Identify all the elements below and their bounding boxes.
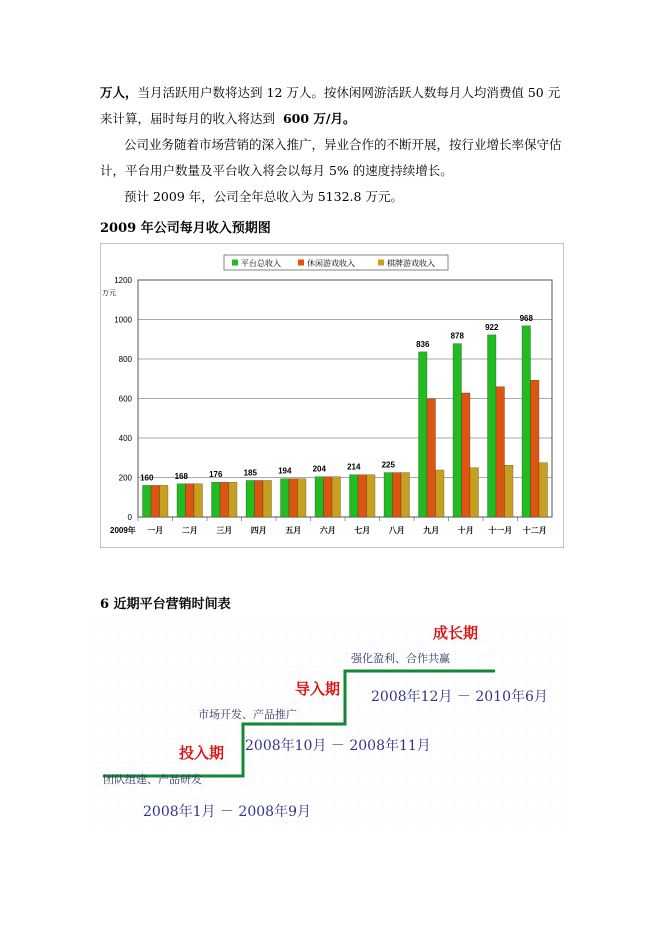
bar [332, 477, 341, 517]
bar [263, 480, 272, 517]
bar [212, 482, 221, 517]
data-label: 176 [209, 470, 223, 480]
data-label: 168 [174, 471, 188, 481]
y-tick-label: 200 [118, 473, 132, 483]
bar [281, 479, 290, 517]
bar [160, 485, 169, 517]
x-tick-label: 九月 [423, 526, 440, 535]
bar [324, 477, 333, 517]
legend-label: 平台总收入 [241, 259, 281, 268]
stage-period: 2008年10月 － 2008年11月 [245, 738, 431, 754]
y-tick-label: 1200 [114, 276, 132, 285]
data-label: 160 [140, 473, 154, 483]
bar [539, 463, 548, 517]
bar [143, 485, 152, 517]
legend-swatch [378, 260, 384, 266]
bar [255, 480, 264, 517]
x-tick-label: 十二月 [522, 526, 547, 535]
y-tick-label: 400 [118, 434, 132, 443]
data-label: 878 [450, 331, 464, 341]
x-tick-label: 十一月 [488, 526, 513, 535]
legend [224, 255, 448, 270]
stage-description: 强化盈利、合作共赢 [351, 652, 450, 665]
bar [531, 380, 540, 517]
paragraph-revenue-forecast [100, 80, 570, 132]
data-label: 194 [278, 466, 292, 476]
text-body: 当月活跃用户数将达到 12 万人。按休闲网游活跃人数每月人均消费值 50 元来计算，届时每月的收入将达到 [100, 85, 561, 126]
bar [401, 473, 410, 517]
bar [186, 484, 195, 517]
x-tick-label: 二月 [181, 526, 198, 535]
bar [367, 475, 376, 517]
data-label: 968 [519, 313, 533, 323]
legend-label: 棋牌游戏收入 [387, 259, 435, 268]
x-axis-prefix: 2009年 [110, 526, 136, 535]
bar [470, 468, 479, 517]
data-label: 214 [347, 462, 361, 472]
bar [151, 485, 160, 517]
legend-swatch [298, 260, 304, 266]
text-bold-lead: 万人， [100, 85, 138, 100]
bar [453, 344, 462, 517]
legend-swatch [232, 260, 238, 266]
x-tick-label: 六月 [319, 526, 336, 535]
stage-description: 团队组建、产品研发 [103, 773, 202, 786]
bar [315, 477, 324, 517]
y-axis-unit: 万元 [102, 290, 116, 297]
stage-description: 市场开发、产品推广 [198, 708, 297, 721]
bar [246, 480, 255, 517]
data-label: 225 [381, 460, 395, 470]
bar [194, 484, 203, 517]
stage-title: 导入期 [295, 680, 341, 698]
paragraph-annual-total: 预计 2009 年，公司全年总收入为 5132.8 万元。 [124, 189, 403, 204]
x-tick-label: 三月 [216, 526, 233, 535]
data-label: 204 [312, 464, 326, 474]
bar [419, 352, 428, 517]
bar [427, 399, 436, 517]
bar [298, 479, 307, 517]
paragraph-growth: 公司业务随着市场营销的深入推广，异业合作的不断开展，按行业增长率保守估计，平台用户数量及平台收入将会以每月 5% 的速度持续增长。 [100, 137, 562, 178]
bar [522, 326, 531, 517]
legend-label: 休闲游戏收入 [307, 259, 355, 268]
bar [350, 475, 359, 517]
bar [496, 387, 505, 517]
timeline-heading: 6 近期平台营销时间表 [100, 597, 231, 612]
bar [436, 470, 445, 517]
text-bold-amount: 600 万/月。 [282, 111, 356, 126]
bar [220, 482, 229, 517]
data-label: 836 [416, 339, 430, 349]
data-label: 922 [485, 322, 499, 332]
x-tick-label: 四月 [250, 526, 267, 535]
x-tick-label: 七月 [354, 526, 371, 535]
x-tick-label: 五月 [285, 526, 302, 535]
y-tick-label: 0 [127, 513, 132, 522]
marketing-timeline [95, 618, 570, 828]
bar [177, 484, 186, 517]
bar [358, 475, 367, 517]
bar [488, 335, 497, 517]
x-tick-label: 十月 [457, 526, 474, 535]
monthly-revenue-chart [100, 243, 564, 548]
bar [384, 473, 393, 517]
bar [289, 479, 298, 517]
bar [229, 482, 238, 517]
x-tick-label: 八月 [388, 526, 405, 535]
bar [505, 465, 514, 517]
y-tick-label: 600 [118, 394, 132, 404]
stage-title: 成长期 [433, 624, 479, 642]
bar [462, 393, 471, 517]
y-tick-label: 1000 [114, 315, 132, 325]
stage-period: 2008年1月 － 2008年9月 [143, 804, 311, 820]
data-label: 185 [243, 468, 257, 478]
stage-period: 2008年12月 － 2010年6月 [371, 689, 548, 705]
x-tick-label: 一月 [147, 526, 164, 535]
bar [393, 473, 402, 517]
stage-title: 投入期 [179, 744, 225, 762]
chart-heading: 2009 年公司每月收入预期图 [100, 221, 271, 236]
y-tick-label: 800 [118, 355, 132, 364]
